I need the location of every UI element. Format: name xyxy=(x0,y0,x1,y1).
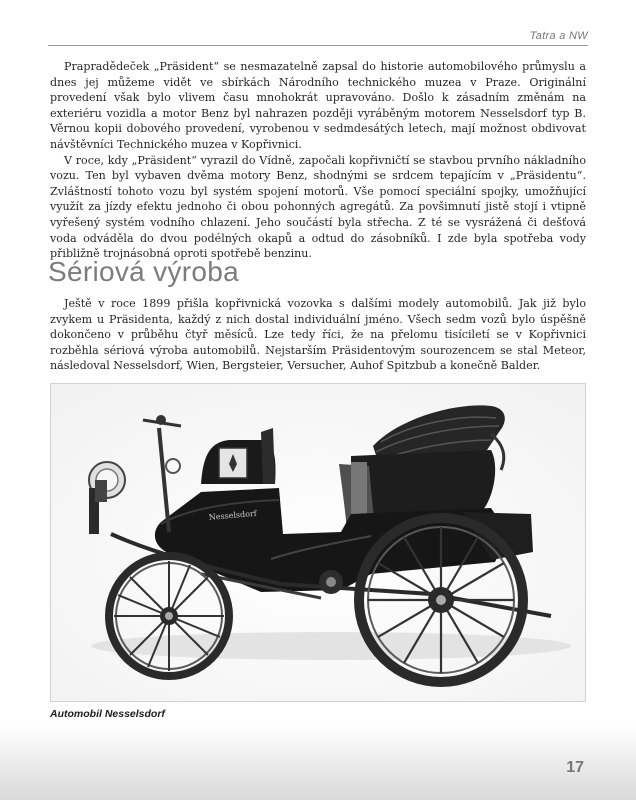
intro-text xyxy=(50,59,586,262)
paragraph: Prapradědeček „Präsident“ se nesmazatelně zapsal do historie automobilového průmyslu a dnes jej můžeme vidět ve sbírkách Národního technického muzea v Praze. Originální provedení však bylo vlivem času mnohokrát upravováno. Došlo k zásadním změnám na exteriéru vozidla a motor Benz byl nahrazen později vyráběným motorem Nesselsdorf typ B. Věrnou kopii dobového provedení, vyrobenou v sedmdesátých letech, mají možnost obdivovat návštěvníci Technického muzea v Kopřivnici. xyxy=(50,60,586,151)
car-photo xyxy=(51,384,585,701)
header-rule xyxy=(48,45,588,46)
section-text xyxy=(50,296,586,374)
front-wheel xyxy=(109,556,229,676)
paragraph: V roce, kdy „Präsident“ vyrazil do Vídně, započali kopřivničtí se stavbou prvního nákladního vozu. Ten byl vybaven dvěma motory Benz, shodnými se srdcem tepajícím v „Präsidentu“. Zvláštností tohoto vozu byl systém spojení motorů. Vše pomocí speciální spojky, umožňující využít za jízdy efektu jednoho či obou pohonných agregátů. Za povšimnutí jistě stojí i vtipně vyřešený systém vodního chlazení. Jeho součástí byla střecha. Z té se vysrážená či dešťová voda odváděla do dvou podélných okapů a odtud do zásobníků. I zde byla spotřeba vody přibližně trojnásobná oproti spotřebě benzinu. xyxy=(50,153,586,261)
photo-frame xyxy=(50,383,586,702)
running-head: Tatra a NW xyxy=(529,30,588,42)
footer-band xyxy=(0,725,636,800)
rear-wheel xyxy=(359,518,523,682)
paragraph: Ještě v roce 1899 přišla kopřivnická vozovka s dalšími modely automobilů. Jak již bylo zvykem u Präsidenta, každý z nich dostal individuální jméno. Všech sedm vozů bylo úspěšně dokončeno v průběhu čtyř měsíců. Lze tedy říci, že na přelomu tisíciletí se v Kopřivnici rozběhla sériová výroba automobilů. Nejstarším Präsidentovým sourozencem se stal Meteor, následoval Nesselsdorf, Wien, Bergsteier, Versucher, Auhof Spitzbub a konečně Balder. xyxy=(50,297,586,373)
figure-caption: Automobil Nesselsdorf xyxy=(50,708,165,720)
page-number: 17 xyxy=(566,759,584,776)
body-lettering: Nesselsdorf xyxy=(208,508,258,522)
section-heading: Sériová výroba xyxy=(48,256,239,287)
